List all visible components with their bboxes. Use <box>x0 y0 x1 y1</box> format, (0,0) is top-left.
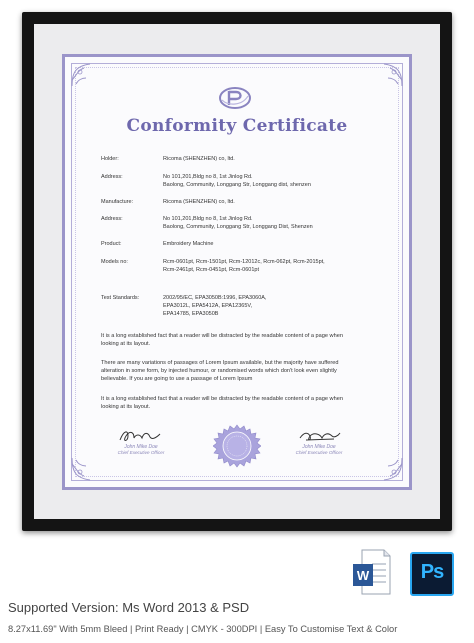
address-line-2: Baolong, Community, Longgang Str, Longgang dist, shenzen <box>163 182 311 188</box>
photoshop-icon <box>410 552 454 596</box>
signatory-title: Chief Executive Officer <box>295 450 343 455</box>
photoshop-label: Ps <box>420 561 444 583</box>
models-line-2: Rcm-2461pt, Rcm-0451pt, Rcm-0601pt <box>163 267 259 273</box>
test-standards-label: Test Standards: <box>101 295 140 301</box>
body-paragraph-3: It is a long established fact that a reader will be distracted by the readable content of a page when looking at its layout. <box>101 396 343 410</box>
certificate-title: Conformity Certificate <box>126 116 348 136</box>
address-line-1: No 101,201,Bldg no 8, 1st Jinlog Rd. <box>163 174 253 180</box>
address-label: Address: <box>101 174 123 180</box>
signature-icon <box>294 428 344 444</box>
manufacturer-address-label: Address: <box>101 216 123 222</box>
models-label: Models no: <box>101 259 128 265</box>
test-standards-line-1: 2002/95/EC, EPA3050B:1996, EPA3060A, <box>163 295 267 301</box>
manufacture-value: Ricoma (SHENZHEN) co, ltd. <box>163 199 235 205</box>
certificate-seal-icon <box>213 424 261 472</box>
corner-ornament-icon <box>378 62 404 88</box>
manufacturer-address-line-2: Baolong, Community, Longgang Str, Longgang Dist, Shenzen <box>163 224 313 230</box>
corner-ornament-icon <box>378 456 404 482</box>
print-specs-text: 8.27x11.69" With 5mm Bleed | Print Ready | CMYK - 300DPI | Easy To Customise Text & Color <box>8 624 398 634</box>
holder-value: Ricoma (SHENZHEN) co, ltd. <box>163 156 235 162</box>
manufacture-label: Manufacture: <box>101 199 134 205</box>
word-letter: W <box>356 568 370 583</box>
signatory-name: John Mike Doe <box>302 444 336 450</box>
corner-ornament-icon <box>70 456 96 482</box>
signatory-name: John Mike Doe <box>124 444 158 450</box>
signature-block-right <box>284 428 354 456</box>
signature-icon <box>116 428 166 444</box>
test-standards-line-2: EPA3012L, EPA5412A, EPA12365V, <box>163 303 253 309</box>
product-value: Embroidery Machine <box>163 241 214 247</box>
body-paragraph-1: It is a long established fact that a reader will be distracted by the readable content of a page when looking at its layout. <box>101 333 343 347</box>
manufacturer-address-line-1: No 101,201,Bldg no 8, 1st Jinlog Rd. <box>163 216 253 222</box>
signatory-title: Chief Executive Officer <box>117 450 165 455</box>
product-label: Product: <box>101 241 122 247</box>
company-logo-icon <box>218 86 252 110</box>
ms-word-icon <box>352 548 392 596</box>
corner-ornament-icon <box>70 62 96 88</box>
signature-block-left <box>106 428 176 456</box>
body-paragraph-2: There are many variations of passages of Lorem Ipsum available, but the majority have suffered alteration in some form, by injected humour, or randomised words which don't look even slightly believable. If you are going to use a passage of Lorem Ipsum <box>101 360 339 382</box>
test-standards-line-3: EPA14785, EPA3050B <box>163 311 219 317</box>
supported-version-text: Supported Version: Ms Word 2013 & PSD <box>8 600 250 615</box>
models-line-1: Rcm-0601pt, Rcm-1501pt, Rcm-12012c, Rcm-062pt, Rcm-2015pt, <box>163 259 325 265</box>
holder-label: Holder: <box>101 156 119 162</box>
